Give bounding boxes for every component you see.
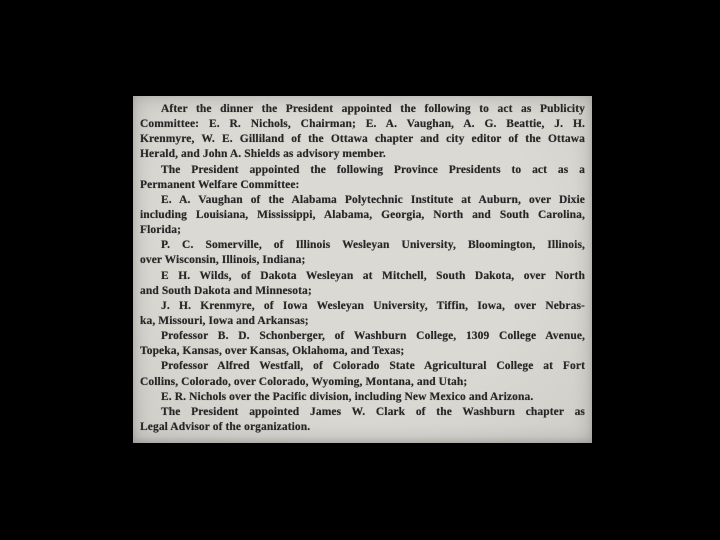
text-line: E. A. Vaughan of the Alabama Polytechnic Institute at Auburn, over Dixie (161, 193, 585, 206)
text-line: Committee: E. R. Nichols, Chairman; E. A. Vaughan, A. G. Beattie, J. H. (140, 118, 585, 131)
scanned-page (133, 96, 592, 443)
text-line: E. R. Nichols over the Pacific division, including New Mexico and Arizona. (161, 390, 534, 403)
text-line: E H. Wilds, of Dakota Wesleyan at Mitchell, South Dakota, over North (161, 269, 585, 282)
text-line: Florida; (140, 224, 182, 237)
text-line: Permanent Welfare Committee: (140, 178, 300, 191)
text-line: Krenmyre, W. E. Gilliland of the Ottawa chapter and city editor of the Ottawa (140, 133, 585, 146)
text-line: After the dinner the President appointed the following to act as Publicity (161, 103, 585, 115)
page-text (140, 102, 585, 435)
text-line: and South Dakota and Minnesota; (140, 284, 312, 297)
text-line: Herald, and John A. Shields as advisory member. (140, 148, 386, 161)
text-line: Professor B. D. Schonberger, of Washburn College, 1309 College Avenue, (161, 330, 585, 343)
text-line: P. C. Somerville, of Illinois Wesleyan University, Bloomington, Illinois, (161, 239, 585, 252)
text-line: Collins, Colorado, over Colorado, Wyoming, Montana, and Utah; (140, 375, 468, 388)
text-line: including Louisiana, Mississippi, Alabama, Georgia, North and South Carolina, (140, 208, 585, 221)
text-line: The President appointed the following Province Presidents to act as a (161, 163, 585, 176)
text-line: Professor Alfred Westfall, of Colorado State Agricultural College at Fort (161, 360, 585, 373)
text-line: ka, Missouri, Iowa and Arkansas; (140, 314, 309, 327)
text-line: Topeka, Kansas, over Kansas, Oklahoma, and Texas; (140, 345, 405, 358)
text-line: over Wisconsin, Illinois, Indiana; (140, 254, 306, 267)
text-line: The President appointed James W. Clark of the Washburn chapter as (161, 405, 585, 418)
text-line: J. H. Krenmyre, of Iowa Wesleyan University, Tiffin, Iowa, over Nebras- (161, 299, 585, 312)
text-line: Legal Advisor of the organization. (140, 420, 311, 433)
